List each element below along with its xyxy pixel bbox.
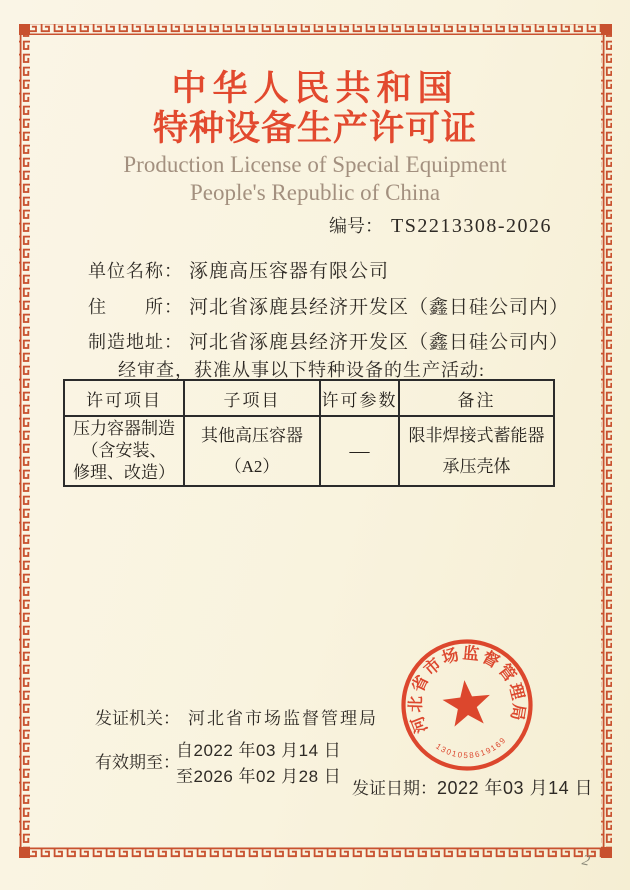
issuer-value: 河北省市场监督管理局: [188, 709, 378, 728]
field-unit-name: [88, 256, 389, 283]
issue-date-value: 2022 年03 月14 日: [437, 778, 594, 798]
cell-parameter: —: [320, 416, 399, 486]
cell-permit-item: [64, 416, 184, 486]
remark-line: 限非焊接式蓄能器: [408, 426, 545, 445]
validity-from: 自2022 年03 月14 日: [176, 741, 342, 760]
seal-number-text: 1301058619169: [434, 735, 509, 761]
license-number-row: [0, 212, 552, 238]
title-en-line2: People's Republic of China: [189, 180, 441, 205]
residence-label: 住 所：: [88, 297, 183, 317]
title-en-line1: Production License of Special Equipment: [123, 152, 507, 177]
license-number-value: TS2213308-2026: [391, 215, 552, 237]
permit-table-header-row: [64, 380, 554, 416]
issue-date-label: 发证日期：: [352, 779, 437, 798]
permit-table: [63, 379, 555, 487]
issuer-row: [95, 704, 378, 729]
remark-line: 承压壳体: [442, 457, 511, 476]
field-residence: [88, 292, 569, 319]
title-cn-line1: 中华人民共和国: [171, 69, 459, 108]
permit-table-data-row: [64, 416, 554, 486]
unit-name-value: 涿鹿高压容器有限公司: [189, 261, 390, 282]
permit-item-line: 压力容器制造: [73, 419, 175, 438]
validity-to: 至2026 年02 月28 日: [176, 767, 342, 786]
sub-item-line: （A2）: [224, 457, 280, 476]
license-number-label: 编号：: [329, 216, 383, 236]
permit-item-line: 修理、改造）: [73, 463, 175, 482]
approval-note: 经审查，获准从事以下特种设备的生产活动:: [118, 360, 485, 380]
issuer-label: 发证机关：: [95, 709, 180, 728]
red-star-icon: [441, 678, 493, 728]
title-cn-line2: 特种设备生产许可证: [152, 109, 477, 148]
col-header-permit-item: 许可项目: [64, 380, 184, 416]
cell-sub-item: [184, 416, 320, 486]
sub-item-line: 其他高压容器: [201, 426, 303, 445]
col-header-sub-item: 子项目: [184, 380, 320, 416]
official-seal: [377, 615, 557, 795]
unit-name-label: 单位名称：: [88, 261, 183, 281]
residence-value: 河北省涿鹿县经济开发区（鑫日硅公司内）: [189, 297, 570, 318]
handwritten-mark: 2: [580, 852, 592, 870]
seal-authority-text: 河北省市场监督管理局: [405, 643, 529, 736]
validity-label: 有效期至：: [95, 753, 180, 772]
col-header-parameter: 许可参数: [320, 380, 399, 416]
permit-item-line: （含安装、: [81, 441, 167, 460]
col-header-remark: 备注: [399, 380, 554, 416]
cell-remark: [399, 416, 554, 486]
mfg-address-value: 河北省涿鹿县经济开发区（鑫日硅公司内）: [189, 332, 570, 353]
mfg-address-label: 制造地址：: [88, 332, 183, 352]
field-mfg-address: [88, 327, 569, 354]
